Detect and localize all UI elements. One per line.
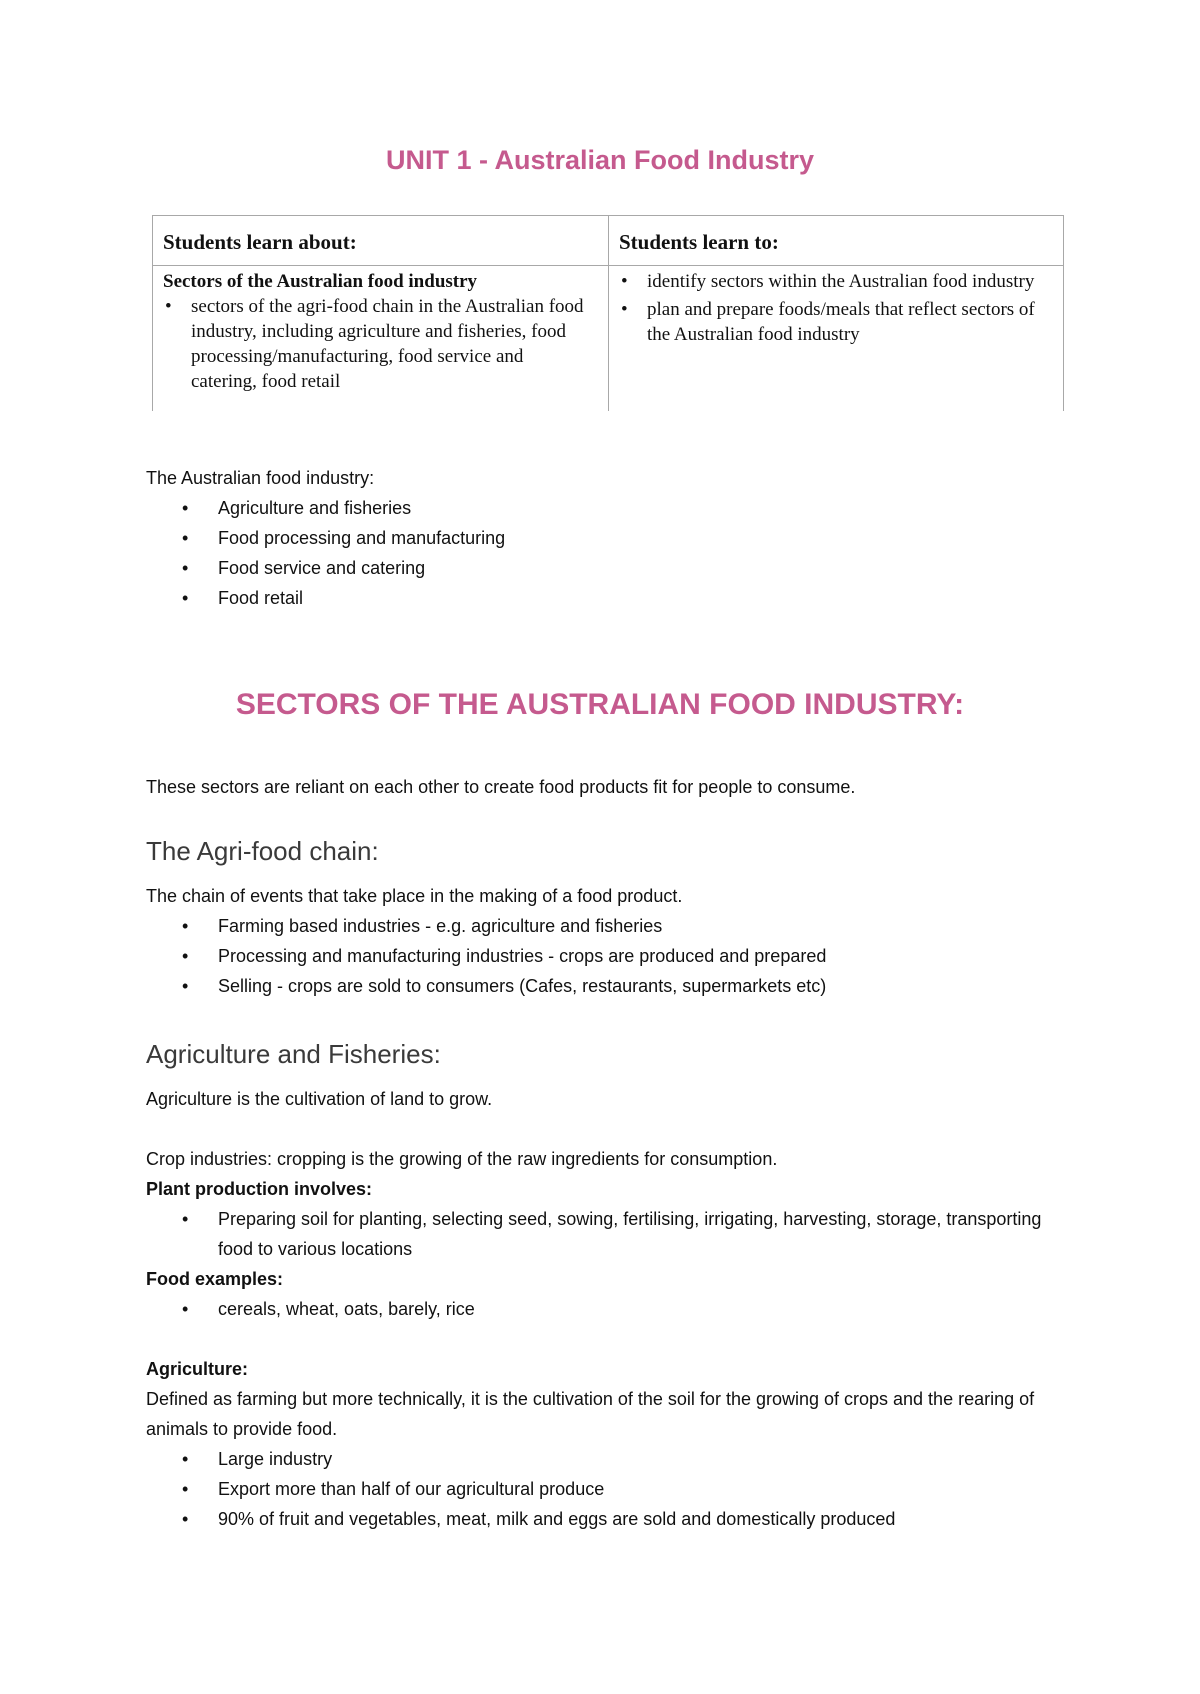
table-header-learn-about: Students learn about:	[163, 230, 357, 254]
list-item: • sectors of the agri-food chain in the Australian food industry, including agriculture and fisheries, food processing/manufacturing, food service and catering, food retail	[191, 294, 593, 394]
agfish-heading: Agriculture and Fisheries:	[146, 1039, 441, 1069]
spacer	[146, 1114, 1066, 1144]
agrifood-intro: The chain of events that take place in the making of a food product.	[146, 886, 683, 906]
syllabus-table	[152, 215, 1064, 411]
agrifood-list	[146, 911, 1066, 1001]
table-cell-learn-to	[619, 269, 1049, 350]
agrifood-section	[146, 881, 1066, 1001]
list-item: • identify sectors within the Australian food industry	[647, 269, 1049, 294]
list-item: • Agriculture and fisheries	[218, 493, 1066, 523]
learn-about-list	[163, 294, 593, 394]
agri-definition: Defined as farming but more technically, it is the cultivation of the soil for the growing of crops and the rearing of animals to provide food.	[146, 1389, 1035, 1439]
industry-section	[146, 463, 1066, 613]
table-cell-learn-about	[163, 269, 593, 394]
list-item: • Food retail	[218, 583, 1066, 613]
table-divider	[153, 265, 1063, 266]
food-label: Food examples:	[146, 1269, 284, 1289]
industry-list	[146, 493, 1066, 613]
list-item: • Preparing soil for planting, selecting seed, sowing, fertilising, irrigating, harvesting, storage, transporting food to various locations	[218, 1204, 1066, 1264]
agfish-line2: Crop industries: cropping is the growing of the raw ingredients for consumption.	[146, 1149, 778, 1169]
list-item: • Farming based industries - e.g. agriculture and fisheries	[218, 911, 1066, 941]
agfish-line1: Agriculture is the cultivation of land to grow.	[146, 1089, 493, 1109]
table-header-learn-to: Students learn to:	[619, 230, 779, 254]
list-item: • cereals, wheat, oats, barely, rice	[218, 1294, 1066, 1324]
sectors-title: SECTORS OF THE AUSTRALIAN FOOD INDUSTRY:	[235, 688, 965, 721]
agrifood-heading: The Agri-food chain:	[146, 836, 379, 866]
agri-label: Agriculture:	[146, 1359, 249, 1379]
plant-list	[146, 1204, 1066, 1264]
table-cell-subtitle: Sectors of the Australian food industry	[163, 271, 478, 292]
food-list	[146, 1294, 1066, 1324]
plant-label: Plant production involves:	[146, 1179, 373, 1199]
table-divider	[608, 216, 609, 411]
list-item: • plan and prepare foods/meals that reflect sectors of the Australian food industry	[647, 297, 1049, 347]
agfish-section	[146, 1084, 1066, 1534]
list-item: • Selling - crops are sold to consumers (Cafes, restaurants, supermarkets etc)	[218, 971, 1066, 1001]
list-item: • Large industry	[218, 1444, 1066, 1474]
spacer	[146, 1324, 1066, 1354]
sectors-intro-text: These sectors are reliant on each other to create food products fit for people to consume.	[146, 777, 856, 797]
list-item: • 90% of fruit and vegetables, meat, milk and eggs are sold and domestically produced	[218, 1504, 1066, 1534]
list-item: • Processing and manufacturing industries - crops are produced and prepared	[218, 941, 1066, 971]
list-item: • Food service and catering	[218, 553, 1066, 583]
page-title: UNIT 1 - Australian Food Industry	[385, 145, 815, 175]
list-item: • Food processing and manufacturing	[218, 523, 1066, 553]
agri-list	[146, 1444, 1066, 1534]
sectors-intro	[146, 772, 1066, 802]
learn-to-list	[619, 269, 1049, 347]
list-item: • Export more than half of our agricultural produce	[218, 1474, 1066, 1504]
industry-intro: The Australian food industry:	[146, 468, 375, 488]
